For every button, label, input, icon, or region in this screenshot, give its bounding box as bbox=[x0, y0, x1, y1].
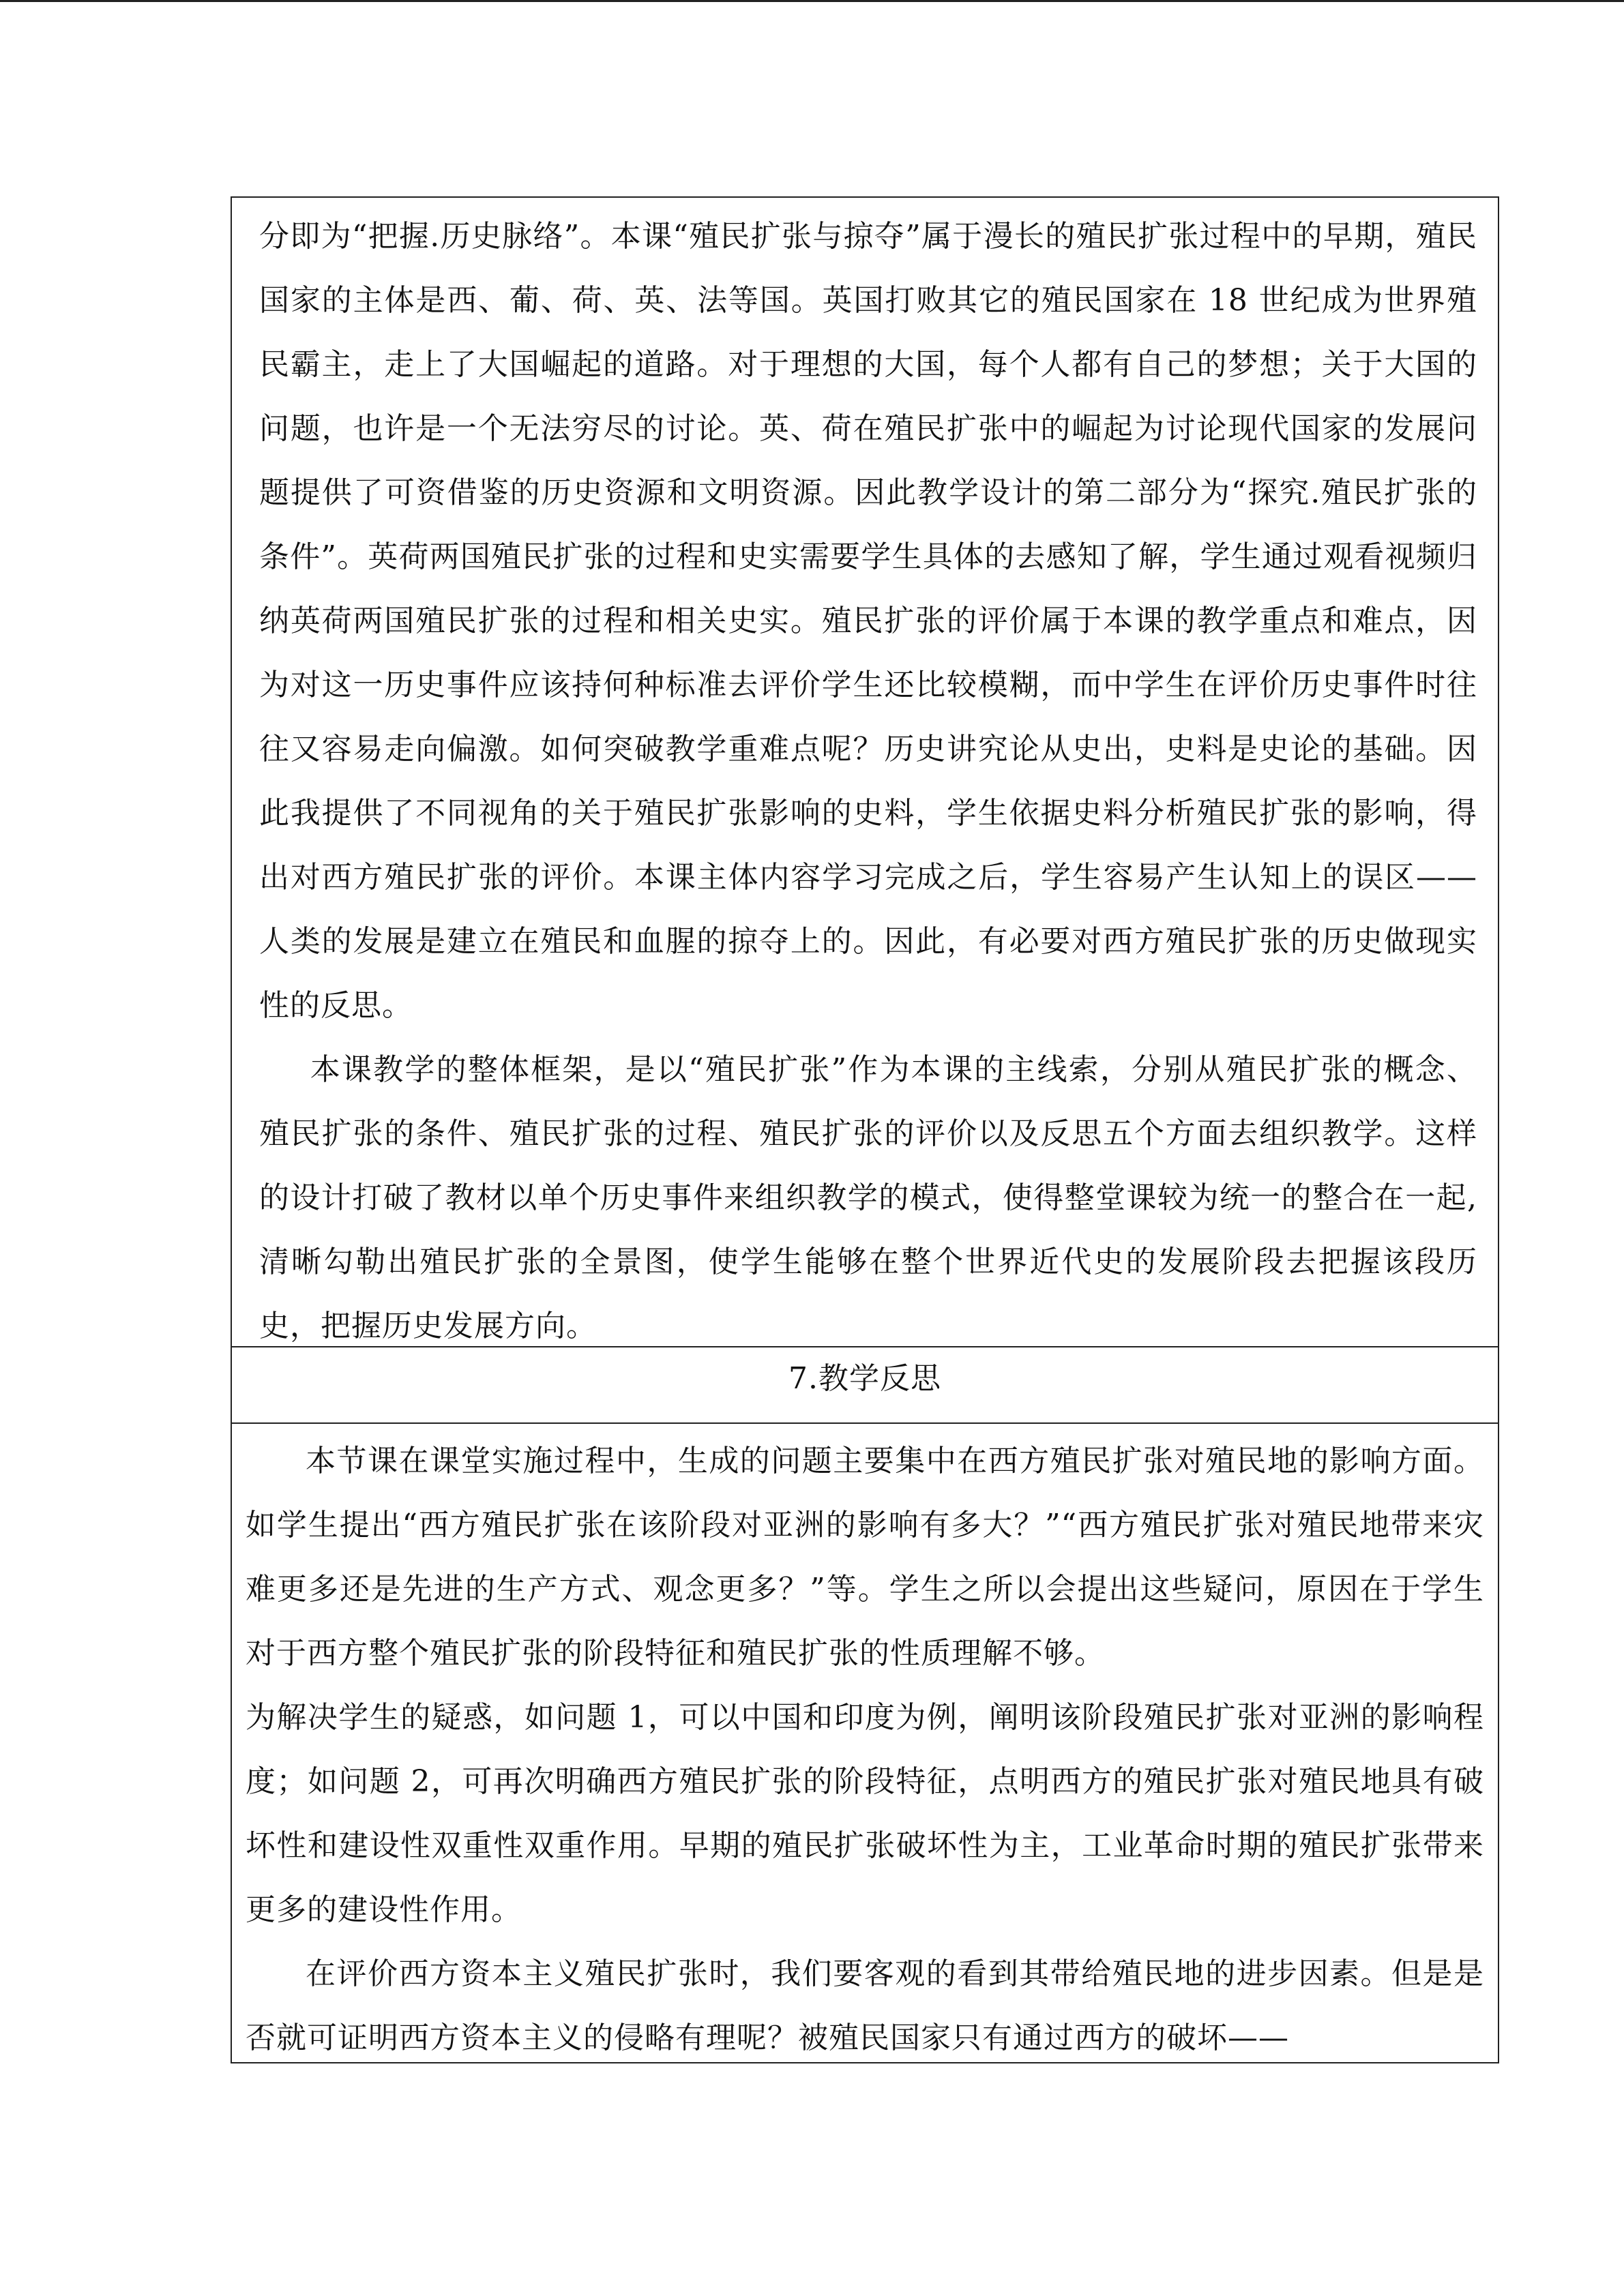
section-heading-teaching-reflection: 7.教学反思 bbox=[788, 1361, 941, 1396]
page-top-rule bbox=[0, 0, 1624, 2]
paragraph-evaluation: 在评价西方资本主义殖民扩张时，我们要客观的看到其带给殖民地的进步因素。但是是否就可证明西方资本主义的侵略有理呢？被殖民国家只有通过西方的破坏—— bbox=[246, 1956, 1484, 2055]
table-row-section-heading bbox=[232, 1347, 1498, 1424]
design-analysis-text bbox=[259, 205, 1477, 1358]
table-row-reflection bbox=[232, 1424, 1498, 2063]
table-row-design-analysis bbox=[232, 198, 1498, 1347]
paragraph-design-structure: 分即为“把握.历史脉络”。本课“殖民扩张与掠夺”属于漫长的殖民扩张过程中的早期，殖民国家的主体是西、葡、荷、英、法等国。英国打败其它的殖民国家在 18 世纪成为世界殖民霸主，走上了大国崛起的道路。对于理想的大国，每个人都有自己的梦想；关于大国的问题，也许是一个无法穷尽的讨论。英、荷在殖民扩张中的崛起为讨论现代国家的发展问题提供了可资借鉴的历史资源和文明资源。因此教学设计的第二部分为“探究.殖民扩张的条件”。英荷两国殖民扩张的过程和史实需要学生具体的去感知了解，学生通过观看视频归纳英荷两国殖民扩张的过程和相关史实。殖民扩张的评价属于本课的教学重点和难点，因为对这一历史事件应该持何种标准去评价学生还比较模糊，而中学生在评价历史事件时往往又容易走向偏激。如何突破教学重难点呢？历史讲究论从史出，史料是史论的基础。因此我提供了不同视角的关于殖民扩张影响的史料，学生依据史料分析殖民扩张的影响，得出对西方殖民扩张的评价。本课主体内容学习完成之后，学生容易产生认知上的误区——人类的发展是建立在殖民和血腥的掠夺上的。因此，有必要对西方殖民扩张的历史做现实性的反思。 bbox=[259, 219, 1477, 1023]
paragraph-overall-framework: 本课教学的整体框架，是以“殖民扩张”作为本课的主线索，分别从殖民扩张的概念、殖民扩张的条件、殖民扩张的过程、殖民扩张的评价以及反思五个方面去组织教学。这样的设计打破了教材以单个历史事件来组织教学的模式，使得整堂课较为统一的整合在一起,清晰勾勒出殖民扩张的全景图，使学生能够在整个世界近代史的发展阶段去把握该段历史，把握历史发展方向。 bbox=[259, 1052, 1477, 1343]
paragraph-resolving-doubts: 为解决学生的疑惑，如问题 1，可以中国和印度为例，阐明该阶段殖民扩张对亚洲的影响程度；如问题 2，可再次明确西方殖民扩张的阶段特征，点明西方的殖民扩张对殖民地具有破坏性和建设性双重性双重作用。早期的殖民扩张破坏性为主，工业革命时期的殖民扩张带来更多的建设性作用。 bbox=[246, 1700, 1484, 1927]
document-table bbox=[231, 196, 1499, 2063]
reflection-text bbox=[246, 1429, 1484, 2070]
paragraph-student-questions: 本节课在课堂实施过程中，生成的问题主要集中在西方殖民扩张对殖民地的影响方面。如学生提出“西方殖民扩张在该阶段对亚洲的影响有多大？”“西方殖民扩张对殖民地带来灾难更多还是先进的生产方式、观念更多？”等。学生之所以会提出这些疑问，原因在于学生对于西方整个殖民扩张的阶段特征和殖民扩张的性质理解不够。 bbox=[246, 1444, 1484, 1671]
